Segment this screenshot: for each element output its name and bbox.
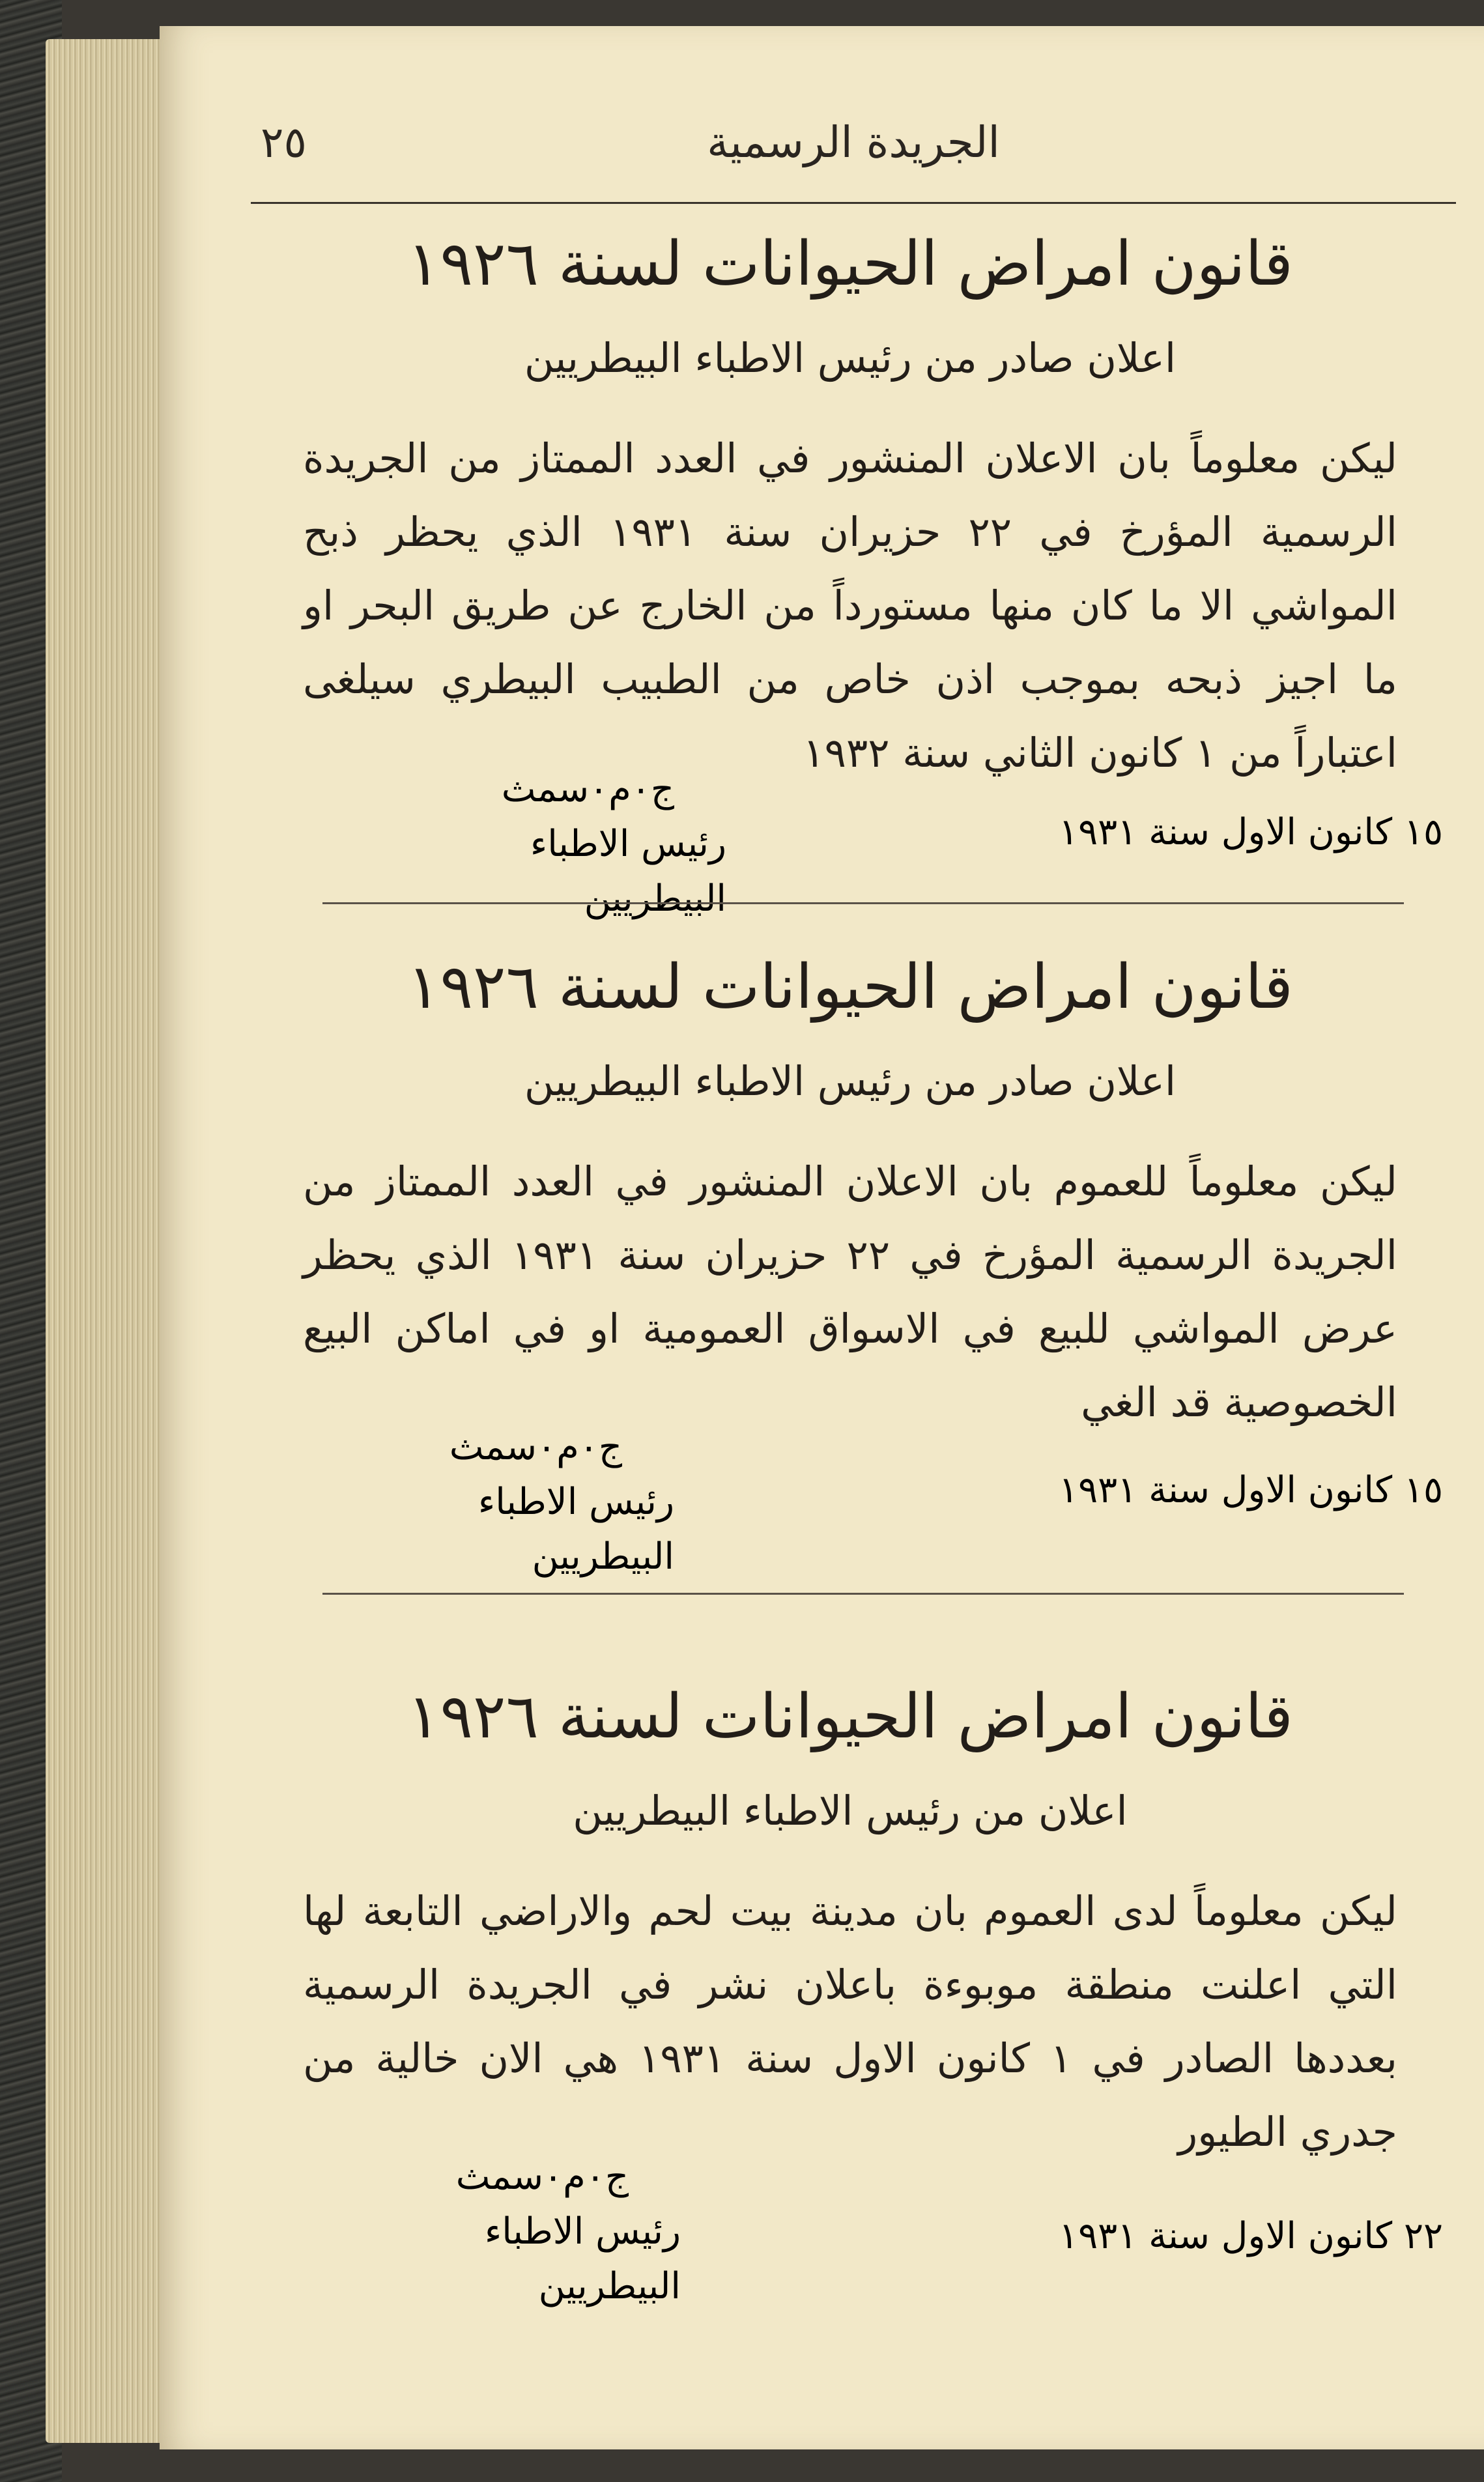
signatory-name: ج٠م٠سمث: [501, 768, 674, 810]
notice-date-2: ١٥ كانون الاول سنة ١٩٣١: [1059, 1469, 1444, 1511]
notice-subtitle: اعلان صادر من رئيس الاطباء البيطريين: [524, 334, 1177, 382]
signature-block-3: [342, 2150, 681, 2314]
signatory-name: ج٠م٠سمث: [455, 2156, 629, 2198]
section-divider: [322, 1593, 1404, 1595]
notice-body: ليكن معلوماً لدى العموم بان مدينة بيت لحم والاراضي التابعة لها التي اعلنت منطقة موبوءة باعلان نشر في الجريدة الرسمية بعددها الصادر في ١ كانون الاول سنة ١٩٣١ هي الان خالية من جدري الطيور: [303, 1887, 1397, 2156]
header-rule: [251, 202, 1456, 204]
notice-subtitle: اعلان من رئيس الاطباء البيطريين: [573, 1786, 1128, 1834]
page-edges: [46, 39, 166, 2443]
signatory-title: رئيس الاطباء البيطريين: [484, 2210, 681, 2307]
signatory-title: رئيس الاطباء البيطريين: [530, 823, 726, 920]
notice-date-3: ٢٢ كانون الاول سنة ١٩٣١: [1059, 2215, 1444, 2257]
running-head-title: الجريدة الرسمية: [707, 117, 1000, 167]
notice-1: [303, 228, 1397, 790]
notice-subtitle: اعلان صادر من رئيس الاطباء البيطريين: [524, 1057, 1177, 1105]
notice-3: [303, 1681, 1397, 2169]
notice-title: قانون امراض الحيوانات لسنة ١٩٢٦: [407, 1681, 1293, 1752]
signature-block-2: [335, 1420, 674, 1584]
notice-2: [303, 951, 1397, 1439]
running-header: [251, 117, 1456, 208]
notice-body: ليكن معلوماً للعموم بان الاعلان المنشور في العدد الممتاز من الجريدة الرسمية المؤرخ في ٢٢ حزيران سنة ١٩٣١ الذي يحظر عرض المواشي للبيع في الاسواق العمومية او في اماكن البيع الخصوصية قد الغي: [303, 1158, 1398, 1427]
notice-date-1: ١٥ كانون الاول سنة ١٩٣١: [1059, 811, 1444, 853]
section-divider: [322, 902, 1404, 904]
signatory-title: رئيس الاطباء البيطريين: [478, 1481, 674, 1578]
notice-title: قانون امراض الحيوانات لسنة ١٩٢٦: [407, 229, 1293, 300]
notice-body: ليكن معلوماً بان الاعلان المنشور في العدد الممتاز من الجريدة الرسمية المؤرخ في ٢٢ حزيران سنة ١٩٣١ الذي يحظر ذبح المواشي الا ما كان منها مستورداً من الخارج عن طريق البحر او ما اجيز ذبحه بموجب اذن خاص من الطبيب البيطري سيلغى اعتباراً من ١ كانون الثاني سنة ١٩٣٢: [303, 435, 1397, 777]
gazette-page: [160, 26, 1484, 2449]
notice-title: قانون امراض الحيوانات لسنة ١٩٢٦: [407, 952, 1293, 1023]
signatory-name: ج٠م٠سمث: [449, 1426, 622, 1468]
page-number: ٢٥: [261, 117, 307, 167]
